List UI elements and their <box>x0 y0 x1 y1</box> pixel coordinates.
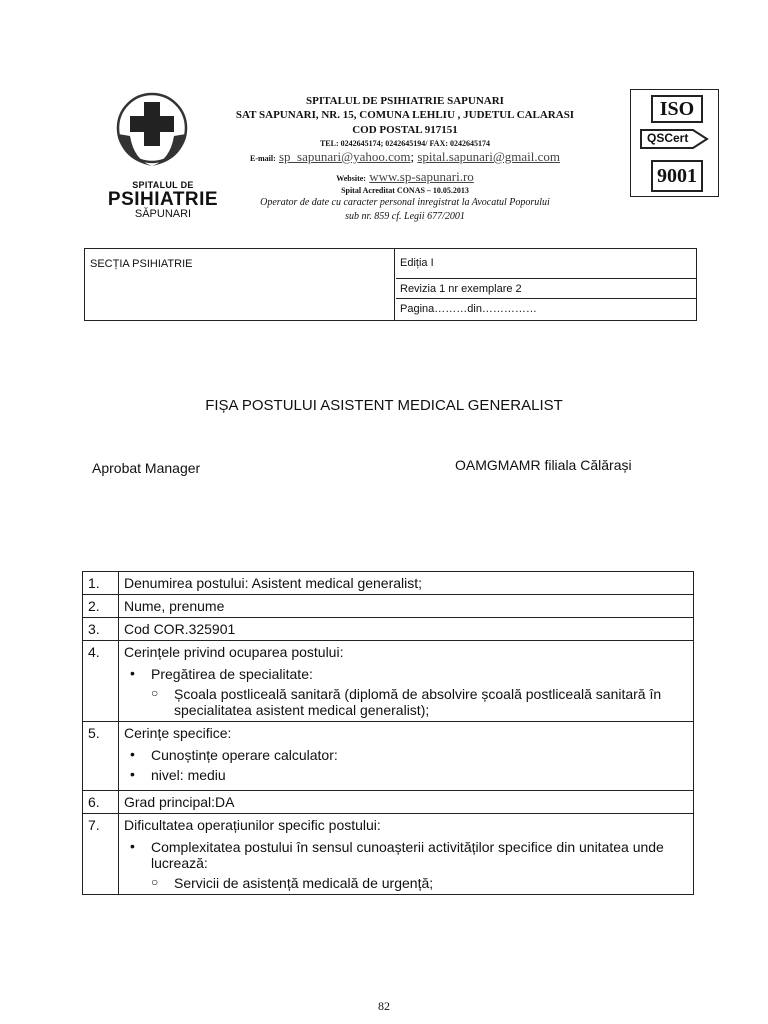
row-text: Cerințe specifice: <box>124 725 232 741</box>
document-info-table <box>84 248 697 321</box>
circle-bullet-icon: ○ <box>151 686 159 700</box>
row-content <box>119 722 694 791</box>
oamgmamr-branch: OAMGMAMR filiala Călărași <box>455 457 632 473</box>
email-label: E-mail: <box>249 154 276 163</box>
cross-hands-icon <box>104 90 224 180</box>
row-number: 6. <box>83 791 119 814</box>
list-item <box>130 665 688 682</box>
approved-by-manager: Aprobat Manager <box>92 460 201 476</box>
revision-cell: Revizia 1 nr exemplare 2 <box>396 279 697 299</box>
job-description-table <box>82 571 694 895</box>
document-title: FIȘA POSTULUI ASISTENT MEDICAL GENERALIST <box>205 397 563 414</box>
row-text: Cod COR.325901 <box>119 618 694 641</box>
sub-list-item-text: Servicii de asistență medicală de urgență; <box>174 875 434 891</box>
email-separator: ; <box>410 149 415 164</box>
logo-text-top: SPITALUL DE <box>132 180 194 190</box>
row-number: 2. <box>83 595 119 618</box>
hospital-name: SPITALUL DE PSIHIATRIE SAPUNARI <box>306 95 504 107</box>
list-item <box>130 766 688 783</box>
table-row <box>83 572 694 595</box>
bullet-list <box>124 747 688 783</box>
iso-certification-badge <box>630 89 719 197</box>
email-link-gmail[interactable]: spital.sapunari@gmail.com <box>417 149 561 164</box>
row-number: 7. <box>83 814 119 895</box>
operator-note-line2: sub nr. 859 cf. Legii 677/2001 <box>345 211 465 222</box>
page-cell: Pagina………din…………… <box>400 303 537 315</box>
email-line <box>210 149 600 165</box>
table-row <box>83 618 694 641</box>
table-row <box>83 641 694 722</box>
list-item-text: Complexitatea postului în sensul cunoașterii activităților specifice din unitatea unde lucrează: <box>151 839 664 871</box>
accreditation: Spital Acreditat CONAS – 10.05.2013 <box>341 186 469 195</box>
page-number: 82 <box>378 999 390 1013</box>
row-content <box>119 814 694 895</box>
postal-code: COD POSTAL 917151 <box>352 124 458 136</box>
sub-list-item <box>124 686 688 718</box>
website-line <box>210 169 600 185</box>
hospital-address: SAT SAPUNARI, NR. 15, COMUNA LEHLIU , JUDETUL CALARASI <box>235 109 575 121</box>
table-row <box>83 814 694 895</box>
row-text: Cerințele privind ocuparea postului: <box>124 644 344 660</box>
logo-text-main: PSIHIATRIE <box>107 189 219 210</box>
section-cell: SECȚIA PSIHIATRIE <box>85 249 395 320</box>
bullet-icon: • <box>130 766 135 782</box>
bullet-icon: • <box>130 665 135 681</box>
circle-bullet-icon: ○ <box>151 875 159 889</box>
email-link-yahoo[interactable]: sp_sapunari@yahoo.com <box>279 149 411 164</box>
bullet-list <box>124 666 688 682</box>
row-number: 3. <box>83 618 119 641</box>
table-row <box>83 595 694 618</box>
website-label: Website: <box>336 174 366 183</box>
list-item <box>130 838 688 871</box>
row-number: 1. <box>83 572 119 595</box>
row-number: 5. <box>83 722 119 791</box>
list-item-text: nivel: mediu <box>151 767 226 783</box>
table-row <box>83 791 694 814</box>
row-content <box>119 641 694 722</box>
list-item-text: Cunoștințe operare calculator: <box>151 747 338 763</box>
sub-list-item-text: Școala postliceală sanitară (diplomă de absolvire școală postliceală sanitară în specialitatea asistent medical generalist); <box>174 686 662 718</box>
table-row <box>83 722 694 791</box>
iso-label: ISO <box>651 95 703 123</box>
iso-number: 9001 <box>651 160 703 192</box>
qscert-badge <box>639 126 711 152</box>
logo-text-bottom: SĂPUNARI <box>134 208 192 220</box>
edition-cell: Ediția I <box>396 249 697 279</box>
list-item <box>130 746 688 763</box>
website-link[interactable]: www.sp-sapunari.ro <box>369 169 474 184</box>
operator-note-line1: Operator de date cu caracter personal inregistrat la Avocatul Poporului <box>260 197 550 208</box>
bullet-list <box>124 839 688 871</box>
row-text: Denumirea postului: Asistent medical generalist; <box>119 572 694 595</box>
qscert-label: QSCert <box>647 131 689 145</box>
sub-list-item <box>124 875 688 891</box>
row-text: Nume, prenume <box>119 595 694 618</box>
row-number: 4. <box>83 641 119 722</box>
row-text: Grad principal:DA <box>119 791 694 814</box>
bullet-icon: • <box>130 746 135 762</box>
phone-fax: TEL: 0242645174; 0242645194/ FAX: 0242645174 <box>319 139 491 148</box>
bullet-icon: • <box>130 838 135 854</box>
row-text: Dificultatea operațiunilor specific postului: <box>124 817 381 833</box>
list-item-text: Pregătirea de specialitate: <box>151 666 313 682</box>
